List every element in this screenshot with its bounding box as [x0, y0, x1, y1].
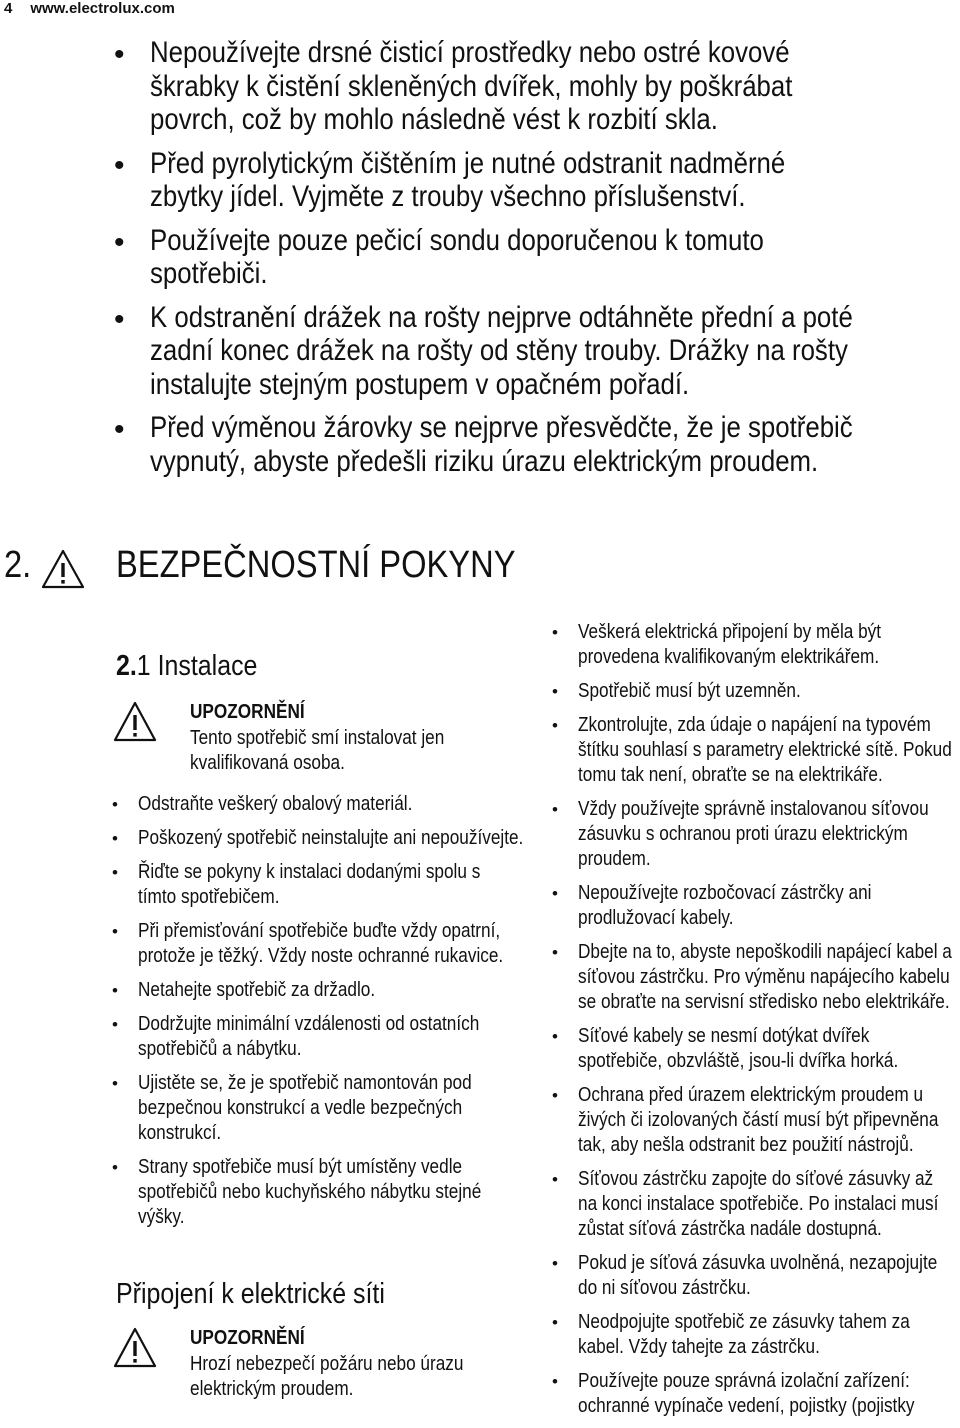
bullet: •	[552, 1027, 558, 1046]
warning-text: Hrozí nebezpečí požáru nebo úrazu elektrickým proudem.	[190, 1353, 464, 1400]
section-number: 2.	[4, 544, 32, 586]
list-item-text: K odstranění drážek na rošty nejprve odtáhněte přední a poté zadní konec drážek na rošty od stěny trouby. Drážky na rošty instalujte stejným postupem v opačném pořadí.	[150, 300, 853, 401]
bullet: •	[552, 682, 558, 701]
warning-triangle-icon	[112, 700, 158, 744]
bullet: •	[114, 225, 125, 259]
warning-block-installation	[190, 698, 550, 776]
subsection-heading-electrical	[116, 1278, 429, 1311]
bullet: •	[552, 1086, 558, 1105]
list-item	[552, 881, 960, 931]
list-item	[0, 411, 960, 478]
list-item	[112, 978, 582, 1003]
subsection-number: 2.	[116, 650, 137, 682]
list-item-text: Dbejte na to, abyste nepoškodili napájecí kabel a síťovou zástrčku. Pro výměnu napájecího kabelu se obraťte na servisní středisko nebo elektrikáře.	[578, 941, 952, 1013]
list-item-text: Vždy používejte správně instalovanou síťovou zásuvku s ochranou proti úrazu elektrickým proudem.	[578, 798, 929, 870]
page-header	[4, 0, 175, 17]
bullet: •	[552, 884, 558, 903]
section-title: BEZPEČNOSTNÍ POKYNY	[116, 544, 516, 586]
bullet: •	[112, 863, 118, 882]
list-item-text: Poškozený spotřebič neinstalujte ani nepoužívejte.	[138, 827, 524, 849]
list-item	[112, 826, 582, 851]
list-item	[0, 147, 960, 214]
list-item	[112, 919, 582, 969]
section-heading	[4, 544, 516, 587]
list-item	[552, 1369, 960, 1419]
list-item	[0, 224, 960, 291]
list-item-text: Netahejte spotřebič za držadlo.	[138, 979, 376, 1001]
list-item-text: Ochrana před úrazem elektrickým proudem u živých či izolovaných částí musí být připevněna tak, aby nešla odstranit bez použití nástrojů.	[578, 1084, 939, 1156]
list-item-text: Používejte pouze pečicí sondu doporučenou k tomuto spotřebiči.	[150, 223, 764, 290]
warning-title: UPOZORNĚNÍ	[190, 1327, 305, 1349]
list-item	[112, 792, 582, 817]
list-item	[552, 713, 960, 788]
warning-triangle-icon	[112, 1326, 158, 1370]
list-item	[552, 1310, 960, 1360]
warning-text: Tento spotřebič smí instalovat jen kvalifikovaná osoba.	[190, 727, 445, 774]
list-item-text: Před pyrolytickým čištěním je nutné odstranit nadměrné zbytky jídel. Vyjměte z trouby všechno příslušenství.	[150, 146, 786, 213]
list-item	[552, 679, 960, 704]
list-item	[552, 1167, 960, 1242]
bullet: •	[552, 800, 558, 819]
bullet: •	[552, 716, 558, 735]
list-item-text: Zkontrolujte, zda údaje o napájení na typovém štítku souhlasí s parametry elektrické sítě. Pokud tomu tak není, obraťte se na elektrikáře.	[578, 714, 952, 786]
bullet: •	[112, 1015, 118, 1034]
site-link[interactable]: www.electrolux.com	[30, 0, 175, 17]
subsection-title: Připojení k elektrické síti	[116, 1278, 385, 1310]
list-item	[552, 940, 960, 1015]
list-item-text: Řiďte se pokyny k instalaci dodanými spolu s tímto spotřebičem.	[138, 861, 481, 908]
list-item-text: Strany spotřebiče musí být umístěny vedle spotřebičů nebo kuchyňského nábytku stejné výšky.	[138, 1156, 482, 1228]
bullet: •	[112, 1074, 118, 1093]
list-item-text: Pokud je síťová zásuvka uvolněná, nezapojujte do ni síťovou zástrčku.	[578, 1252, 938, 1299]
list-item-text: Při přemisťování spotřebiče buďte vždy opatrní, protože je těžký. Vždy noste ochranné rukavice.	[138, 920, 504, 967]
bullet: •	[112, 922, 118, 941]
list-item-text: Ujistěte se, že je spotřebič namontován pod bezpečnou konstrukcí a vedle bezpečných konstrukcí.	[138, 1072, 472, 1144]
list-item-text: Odstraňte veškerý obalový materiál.	[138, 793, 413, 815]
bullet: •	[114, 38, 125, 71]
subsection-heading-installation	[116, 650, 280, 683]
bullet: •	[112, 829, 118, 848]
bullet: •	[552, 943, 558, 962]
list-item	[112, 1012, 582, 1062]
list-item	[112, 1155, 582, 1230]
list-item	[552, 1083, 960, 1158]
warning-title: UPOZORNĚNÍ	[190, 701, 305, 723]
page-number: 4	[4, 0, 13, 17]
list-item-text: Spotřebič musí být uzemněn.	[578, 680, 801, 702]
bullet: •	[114, 302, 125, 336]
list-item-text: Před výměnou žárovky se nejprve přesvědčte, že je spotřebič vypnutý, abyste předešli riziku úrazu elektrickým proudem.	[150, 411, 853, 478]
list-item	[0, 36, 960, 137]
list-item-text: Používejte pouze správná izolační zařízení: ochranné vypínače vedení, pojistky (pojistky	[578, 1370, 915, 1417]
list-item	[112, 860, 582, 910]
list-item	[552, 1251, 960, 1301]
top-bullet-list	[0, 36, 960, 478]
list-item	[552, 797, 960, 872]
bullet: •	[552, 1372, 558, 1391]
list-item-text: Nepoužívejte drsné čisticí prostředky nebo ostré kovové škrabky k čistění skleněných dvířek, mohly by poškrábat povrch, což by mohlo následně vést k rozbití skla.	[150, 36, 793, 136]
list-item-text: Neodpojujte spotřebič ze zásuvky tahem za kabel. Vždy tahejte za zástrčku.	[578, 1311, 910, 1358]
list-item-text: Nepoužívejte rozbočovací zástrčky ani prodlužovací kabely.	[578, 882, 872, 929]
list-item-text: Síťovou zástrčku zapojte do síťové zásuvky až na konci instalace spotřebiče. Po instalaci musí zůstat síťová zástrčka nadále dostupná.	[578, 1168, 939, 1240]
bullet: •	[552, 623, 558, 642]
list-item-text: Síťové kabely se nesmí dotýkat dvířek spotřebiče, obzvláště, jsou-li dvířka horká.	[578, 1025, 899, 1072]
bullet: •	[552, 1313, 558, 1332]
bullet: •	[114, 148, 125, 182]
bullet: •	[112, 1158, 118, 1177]
warning-triangle-icon	[40, 548, 86, 590]
bullet: •	[112, 795, 118, 814]
list-item	[0, 301, 960, 402]
list-item	[112, 1071, 582, 1146]
list-item	[552, 1024, 960, 1074]
bullet: •	[112, 981, 118, 1000]
list-item-text: Veškerá elektrická připojení by měla být provedena kvalifikovaným elektrikářem.	[578, 621, 882, 668]
installation-list	[112, 792, 582, 1239]
list-item-text: Dodržujte minimální vzdálenosti od ostatních spotřebičů a nábytku.	[138, 1013, 480, 1060]
subsection-title: 1 Instalace	[136, 650, 258, 682]
bullet: •	[552, 1254, 558, 1273]
bullet: •	[552, 1170, 558, 1189]
electrical-list	[552, 620, 960, 1428]
bullet: •	[114, 413, 125, 446]
list-item	[552, 620, 960, 670]
warning-block-electrical	[190, 1324, 550, 1402]
